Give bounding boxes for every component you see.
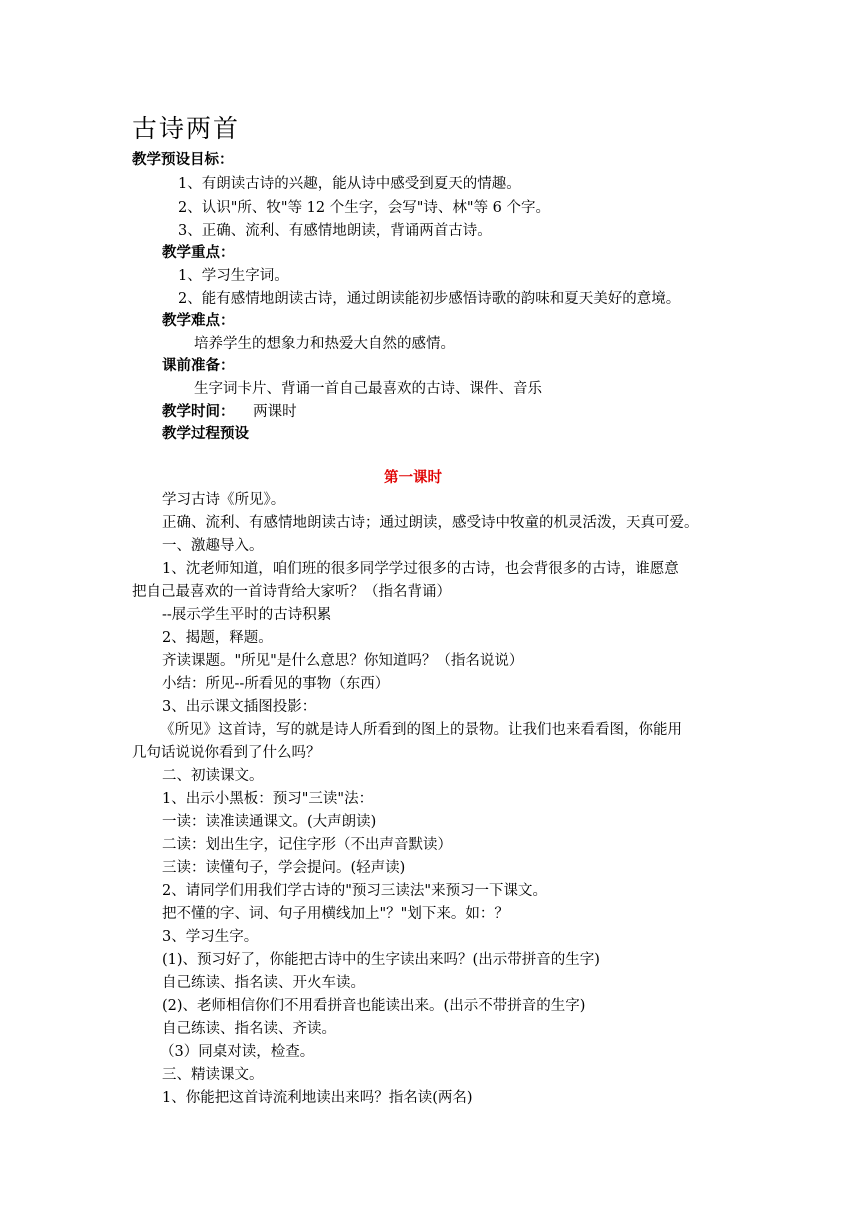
lesson-line: 3、学习生字。: [162, 929, 259, 945]
prep-heading: 课前准备：: [162, 357, 235, 374]
lesson-line: 3、出示课文插图投影：: [162, 699, 317, 715]
lesson-line: (1)、预习好了，你能把古诗中的生字读出来吗？(出示带拼音的生字): [162, 952, 600, 968]
prep-text: 生字词卡片、背诵一首自己最喜欢的古诗、课件、音乐: [194, 381, 542, 397]
lesson-line: 2、请同学们用我们学古诗的"预习三读法"来预习一下课文。: [162, 883, 548, 899]
lesson-line: 一、激趣导入。: [162, 538, 264, 554]
lesson-line: 二、初读课文。: [162, 768, 264, 784]
goals-heading: 教学预设目标：: [132, 151, 234, 168]
lesson-heading: 第一课时: [384, 469, 442, 486]
time-heading: 教学时间：: [162, 403, 235, 420]
focus-item: 2、能有感情地朗读古诗，通过朗读能初步感悟诗歌的韵味和夏天美好的意境。: [178, 291, 681, 307]
lesson-line: 三、精读课文。: [162, 1067, 264, 1083]
focus-item: 1、学习生字词。: [178, 268, 289, 284]
difficulty-heading: 教学难点：: [162, 312, 235, 329]
goal-item: 2、认识"所、牧"等 12 个生字，会写"诗、林"等 6 个字。: [178, 200, 551, 216]
focus-heading: 教学重点：: [162, 244, 235, 261]
lesson-line: 一读：读准读通课文。(大声朗读): [162, 814, 377, 830]
lesson-line: 把不懂的字、词、句子用横线加上"？"划下来。如：？: [162, 906, 509, 922]
lesson-line: (2)、老师相信你们不用看拼音也能读出来。(出示不带拼音的生字): [162, 998, 586, 1014]
lesson-line: 齐读课题。"所见"是什么意思？你知道吗？（指名说说）: [162, 653, 524, 669]
document-title: 古诗两首: [132, 114, 241, 143]
teaching-time: [162, 402, 297, 422]
lesson-line: 1、沈老师知道，咱们班的很多同学学过很多的古诗，也会背很多的古诗，谁愿意: [162, 561, 679, 577]
lesson-line: 把自己最喜欢的一首诗背给大家听？（指名背诵）: [132, 584, 451, 600]
lesson-line: 小结：所见--所看见的事物（东西）: [162, 676, 390, 692]
goal-item: 3、正确、流利、有感情地朗读，背诵两首古诗。: [178, 223, 492, 239]
lesson-line: 自己练读、指名读、开火车读。: [162, 975, 365, 991]
lesson-line: 正确、流利、有感情地朗读古诗；通过朗读，感受诗中牧童的机灵活泼，天真可爱。: [162, 515, 699, 531]
difficulty-text: 培养学生的想象力和热爱大自然的感情。: [194, 336, 455, 352]
time-value: 两课时: [253, 404, 297, 420]
lesson-line: 自己练读、指名读、齐读。: [162, 1021, 336, 1037]
lesson-line: 三读：读懂句子，学会提问。(轻声读): [162, 860, 406, 876]
process-heading: 教学过程预设: [162, 425, 249, 442]
lesson-line: 《所见》这首诗，写的就是诗人所看到的图上的景物。让我们也来看看图，你能用: [160, 722, 682, 738]
lesson-line: 二读：划出生字，记住字形（不出声音默读）: [162, 837, 452, 853]
lesson-line: --展示学生平时的古诗积累: [162, 607, 332, 623]
lesson-line: 1、出示小黑板：预习"三读"法：: [162, 791, 374, 807]
goal-item: 1、有朗读古诗的兴趣，能从诗中感受到夏天的情趣。: [178, 176, 521, 192]
lesson-line: 2、揭题，释题。: [162, 630, 273, 646]
lesson-line: 1、你能把这首诗流利地读出来吗？指名读(两名): [162, 1090, 473, 1106]
lesson-line: 学习古诗《所见》。: [162, 492, 286, 508]
lesson-line: 几句话说说你看到了什么吗？: [132, 745, 321, 761]
lesson-line: （3）同桌对读，检查。: [160, 1044, 315, 1060]
